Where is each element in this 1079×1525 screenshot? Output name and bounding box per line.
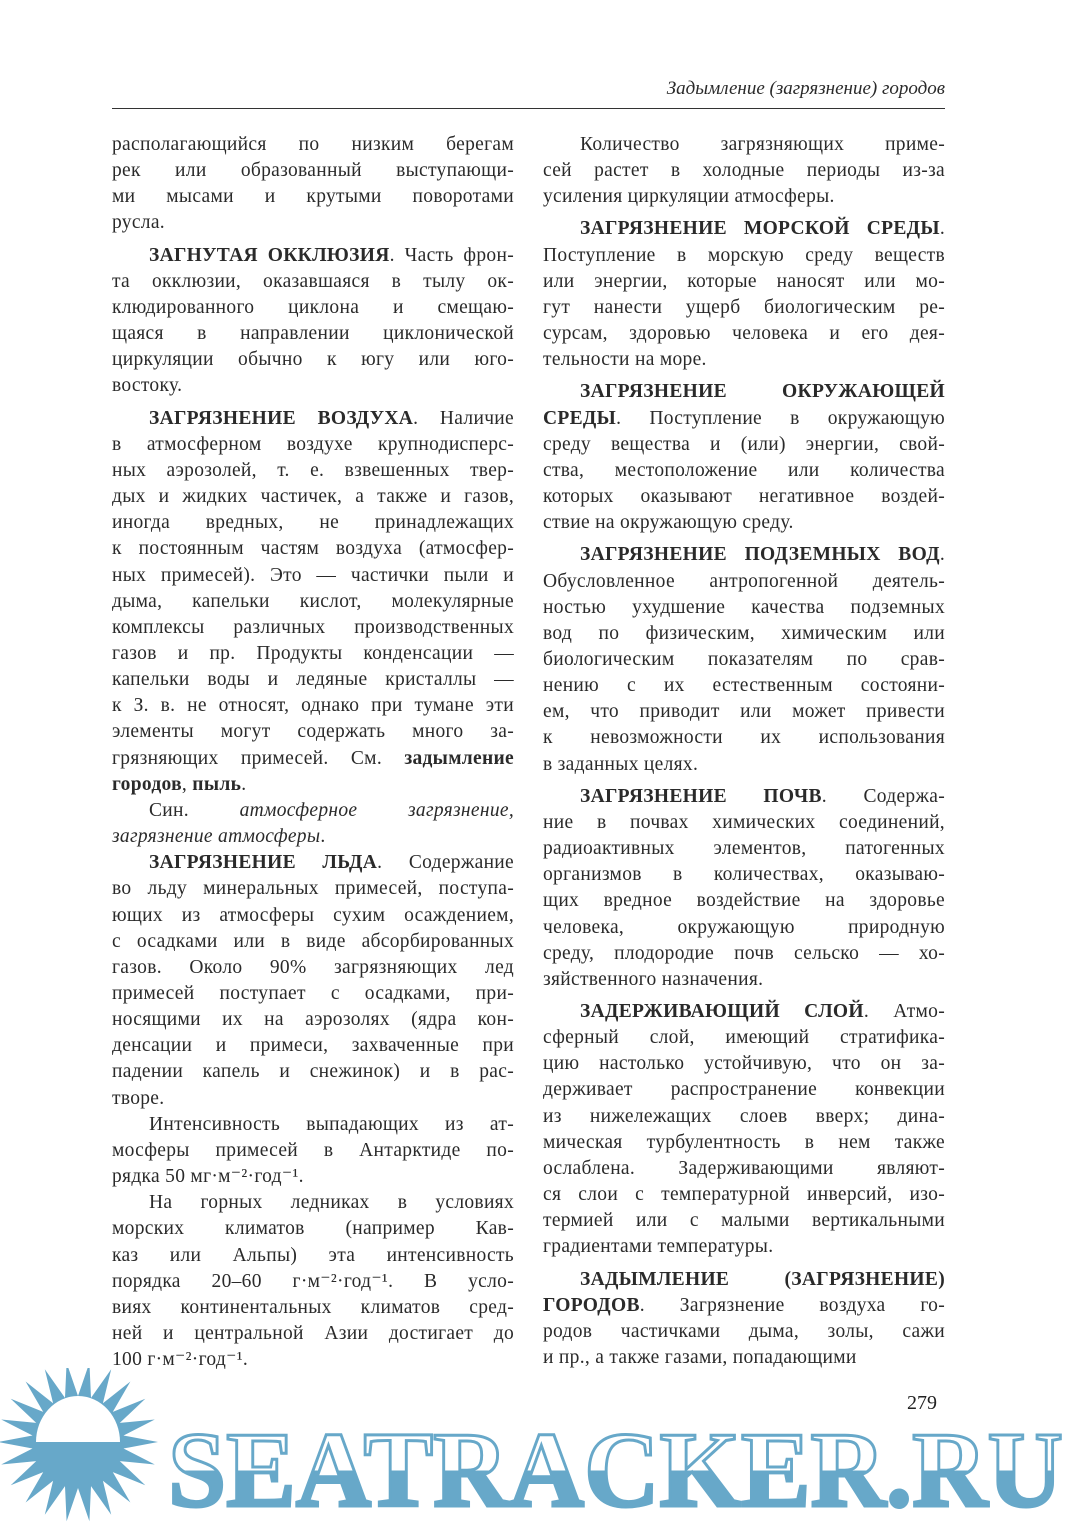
entry-term: ЗАГНУТАЯ ОККЛЮЗИЯ <box>149 244 390 266</box>
text-line: градиентами температуры. <box>543 1236 774 1258</box>
text-line <box>543 406 945 432</box>
dictionary-entry <box>543 216 945 373</box>
synonym-text: атмосферное загрязнение, <box>239 799 514 821</box>
text-line: ми мысами и крутыми поворотами <box>112 186 514 208</box>
dictionary-entry <box>112 406 514 798</box>
text-line: циркуляции обычно к югу или юго- <box>112 349 514 371</box>
text-line: падении капель и снежинок) и в рас- <box>112 1061 514 1083</box>
text-line <box>112 406 514 432</box>
text-line <box>543 216 945 242</box>
text-line: которых оказывают негативное воздей- <box>543 486 945 508</box>
entry-term: ЗАГРЯЗНЕНИЕ ОКРУЖАЮЩЕЙ <box>580 381 945 403</box>
text-line: ных аэрозолей, т. е. взвешенных твер- <box>112 459 514 481</box>
text-line <box>112 798 514 824</box>
text-line: дых и жидких частичек, а также и газов, <box>112 486 514 508</box>
text-line: с осадками или в виде абсорбированных <box>112 930 514 952</box>
text-line: ней и центральной Азии достигает до <box>112 1323 514 1345</box>
text-line: творе. <box>112 1087 165 1109</box>
text-segment: Син. <box>149 799 240 821</box>
text-line: ослаблена. Задерживающими являют- <box>543 1157 945 1179</box>
text-line: рядка 50 мг·м⁻²·год⁻¹. <box>112 1166 304 1188</box>
text-segment: . <box>320 826 326 848</box>
text-line: На горных ледниках в условиях <box>149 1192 514 1214</box>
text-line: 100 г·м⁻²·год⁻¹. <box>112 1349 249 1371</box>
text-segment: , <box>181 773 193 795</box>
entry-term: ЗАГРЯЗНЕНИЕ ПОЧВ <box>580 785 822 807</box>
text-line <box>543 1267 945 1293</box>
text-segment: . <box>939 218 945 240</box>
text-line: зяйственного назначения. <box>543 968 764 990</box>
text-line: мическая турбулентность в нем также <box>543 1131 945 1153</box>
dictionary-entry <box>112 798 514 850</box>
text-line: держивает распространение конвекции <box>543 1079 945 1101</box>
text-line: та окклюзии, оказавшаяся в тылу ок- <box>112 270 514 292</box>
entry-term: городов <box>112 773 182 795</box>
text-line: ных примесей). Это — частички пыли и <box>112 564 514 586</box>
entry-term: ЗАГРЯЗНЕНИЕ МОРСКОЙ СРЕДЫ <box>580 218 940 240</box>
text-segment: . <box>939 544 945 566</box>
text-line: морских климатов (например Кав- <box>112 1218 514 1240</box>
text-line: ние в почвах химических соединений, <box>543 811 945 833</box>
sun-icon <box>0 1368 158 1521</box>
text-line: газов и пр. Продукты конденсации — <box>112 642 514 664</box>
text-line: из нижележащих слоев вверх; дина- <box>543 1105 945 1127</box>
entry-term: СРЕДЫ <box>543 407 617 429</box>
text-line: усиления циркуляции атмосферы. <box>543 186 835 208</box>
text-line: Обусловленное антропогенной деятель- <box>543 570 945 592</box>
text-line: организмов в количествах, оказываю- <box>543 864 945 886</box>
text-line <box>112 824 514 850</box>
text-line: носящими их на аэрозолях (ядра кон- <box>112 1009 514 1031</box>
text-line: ностью ухудшение качества подземных <box>543 596 945 618</box>
synonym-text: загрязнение атмосферы <box>112 826 321 848</box>
text-line <box>543 542 945 568</box>
dictionary-entry <box>112 132 514 237</box>
text-line: и пр., а также газами, попадающими <box>543 1347 857 1369</box>
text-segment: . Содержание <box>377 852 514 874</box>
text-line: Интенсивность выпадающих из ат- <box>149 1113 514 1135</box>
text-line: человека, окружающую природную <box>543 916 945 938</box>
text-line: рек или образованный выступающи- <box>112 160 514 182</box>
text-segment: . Наличие <box>413 407 514 429</box>
text-line: располагающийся по низким берегам <box>112 134 514 155</box>
text-line: клюдированного циклона и смещаю- <box>112 296 514 318</box>
dictionary-entry <box>112 850 514 1112</box>
text-line <box>112 772 514 798</box>
dictionary-entry <box>112 243 514 400</box>
text-line: к постоянным частям воздуха (атмосфер- <box>112 538 514 560</box>
text-line: мосферы примесей в Антарктиде по- <box>112 1139 514 1161</box>
entry-term: ЗАГРЯЗНЕНИЕ ПОДЗЕМНЫХ ВОД <box>580 544 940 566</box>
entry-term: ЗАДЫМЛЕНИЕ (ЗАГРЯЗНЕНИЕ) <box>580 1268 945 1290</box>
text-line: ем, что приводит или может привести <box>543 701 945 723</box>
text-line: в заданных целях. <box>543 753 699 775</box>
text-line <box>112 243 514 269</box>
text-line: сурсам, здоровью человека и его дея- <box>543 323 945 345</box>
text-line: к З. в. не относят, однако при тумане эти <box>112 695 514 717</box>
text-line: гут нанести ущерб биологическим ре- <box>543 296 945 318</box>
text-line: примесей поступает с осадками, при- <box>112 983 514 1004</box>
text-segment: . <box>241 773 247 795</box>
text-line: родов частичками дыма, золы, сажи <box>543 1320 945 1342</box>
entry-term: задымление <box>404 747 514 769</box>
text-line <box>543 999 945 1025</box>
text-line: биологическим показателям по срав- <box>543 648 945 670</box>
text-line: щих вредное воздействие на здоровье <box>543 890 945 912</box>
text-line <box>543 1293 945 1319</box>
text-line: сей растет в холодные периоды из-за <box>543 160 945 182</box>
text-line: щаяся в направлении циклонической <box>112 323 514 345</box>
dictionary-entry <box>543 379 945 536</box>
text-line <box>112 850 514 876</box>
text-line: тельности на море. <box>543 349 707 371</box>
text-line: или энергии, которые наносят или мо- <box>543 270 945 292</box>
dictionary-entry <box>112 1190 514 1373</box>
text-line: к невозможности их использования <box>543 727 945 749</box>
text-segment: . Поступление в окружающую <box>616 407 945 429</box>
text-line: цию настолько устойчивую, что он за- <box>543 1053 945 1075</box>
dictionary-entry <box>543 784 945 993</box>
dictionary-entry <box>543 132 945 210</box>
text-segment: . Содержа- <box>821 785 945 807</box>
text-line: ся слои с температурной инверсий, изо- <box>543 1184 945 1206</box>
entry-term: ГОРОДОВ <box>543 1294 640 1316</box>
text-line: термией или с малыми вертикальными <box>543 1210 945 1232</box>
text-line: Поступление в морскую среду веществ <box>543 244 945 266</box>
text-segment: . Атмо- <box>863 1001 945 1022</box>
running-header: Задымление (загрязнение) городов <box>666 78 945 99</box>
entry-term: ЗАГРЯЗНЕНИЕ ЛЬДА <box>149 852 378 874</box>
text-line <box>543 784 945 810</box>
dictionary-entry <box>543 542 945 777</box>
text-line: комплексы различных производственных <box>112 616 514 638</box>
text-line: среду вещества и (или) энергии, свой- <box>543 433 945 455</box>
text-line: сферный слой, имеющий стратифика- <box>543 1027 945 1049</box>
text-line: востоку. <box>112 375 183 397</box>
dictionary-entry <box>112 1112 514 1190</box>
text-line: в атмосферном воздухе крупнодисперс- <box>112 433 514 455</box>
right-column <box>543 132 945 1371</box>
left-column <box>112 132 514 1373</box>
text-line: ства, местоположение или количества <box>543 459 945 481</box>
text-line: дыма, капельки кислот, молекулярные <box>112 590 514 612</box>
text-line: газов. Около 90% загрязняющих лед <box>112 956 514 978</box>
text-line: иногда вредных, не принадлежащих <box>112 512 514 534</box>
text-line: во льду минеральных примесей, поступа- <box>112 878 514 900</box>
text-line: капельки воды и ледяные кристаллы — <box>112 669 514 691</box>
text-line: вод по физическим, химическим или <box>543 622 945 644</box>
text-line: среду, плодородие почв сельско — хо- <box>543 942 945 964</box>
text-line: нению с их естественным состояни- <box>543 675 945 697</box>
text-line: ющих из атмосферы сухим осаждением, <box>112 904 514 926</box>
header-rule <box>112 108 945 109</box>
text-line: элементы могут содержать много за- <box>112 721 514 743</box>
text-line: порядка 20–60 г·м⁻²·год⁻¹. В усло- <box>112 1270 514 1292</box>
text-segment: . Загрязнение воздуха го- <box>639 1294 945 1316</box>
text-line: русла. <box>112 212 165 234</box>
dictionary-entry <box>543 1267 945 1372</box>
text-line <box>543 379 945 405</box>
dictionary-entry <box>543 999 945 1261</box>
text-line: денсации и примеси, захваченные при <box>112 1035 514 1057</box>
entry-term: ЗАГРЯЗНЕНИЕ ВОЗДУХА <box>149 407 414 429</box>
text-segment: грязняющих примесей. См. <box>112 747 405 769</box>
text-line: ствие на окружающую среду. <box>543 512 794 534</box>
text-line: Количество загрязняющих приме- <box>580 134 945 155</box>
text-line: каз или Альпы) эта интенсивность <box>112 1244 514 1266</box>
text-line: радиоактивных элементов, патогенных <box>543 838 945 860</box>
entry-term: ЗАДЕРЖИВАЮЩИЙ СЛОЙ <box>580 1001 864 1022</box>
text-line: виях континентальных климатов сред- <box>112 1296 514 1318</box>
page-number: 279 <box>907 1392 937 1414</box>
entry-term: пыль <box>192 773 242 795</box>
text-segment: . Часть фрон- <box>389 244 514 266</box>
watermark-text: SEATRACKER.RU <box>168 1411 1063 1525</box>
text-line <box>112 746 514 772</box>
